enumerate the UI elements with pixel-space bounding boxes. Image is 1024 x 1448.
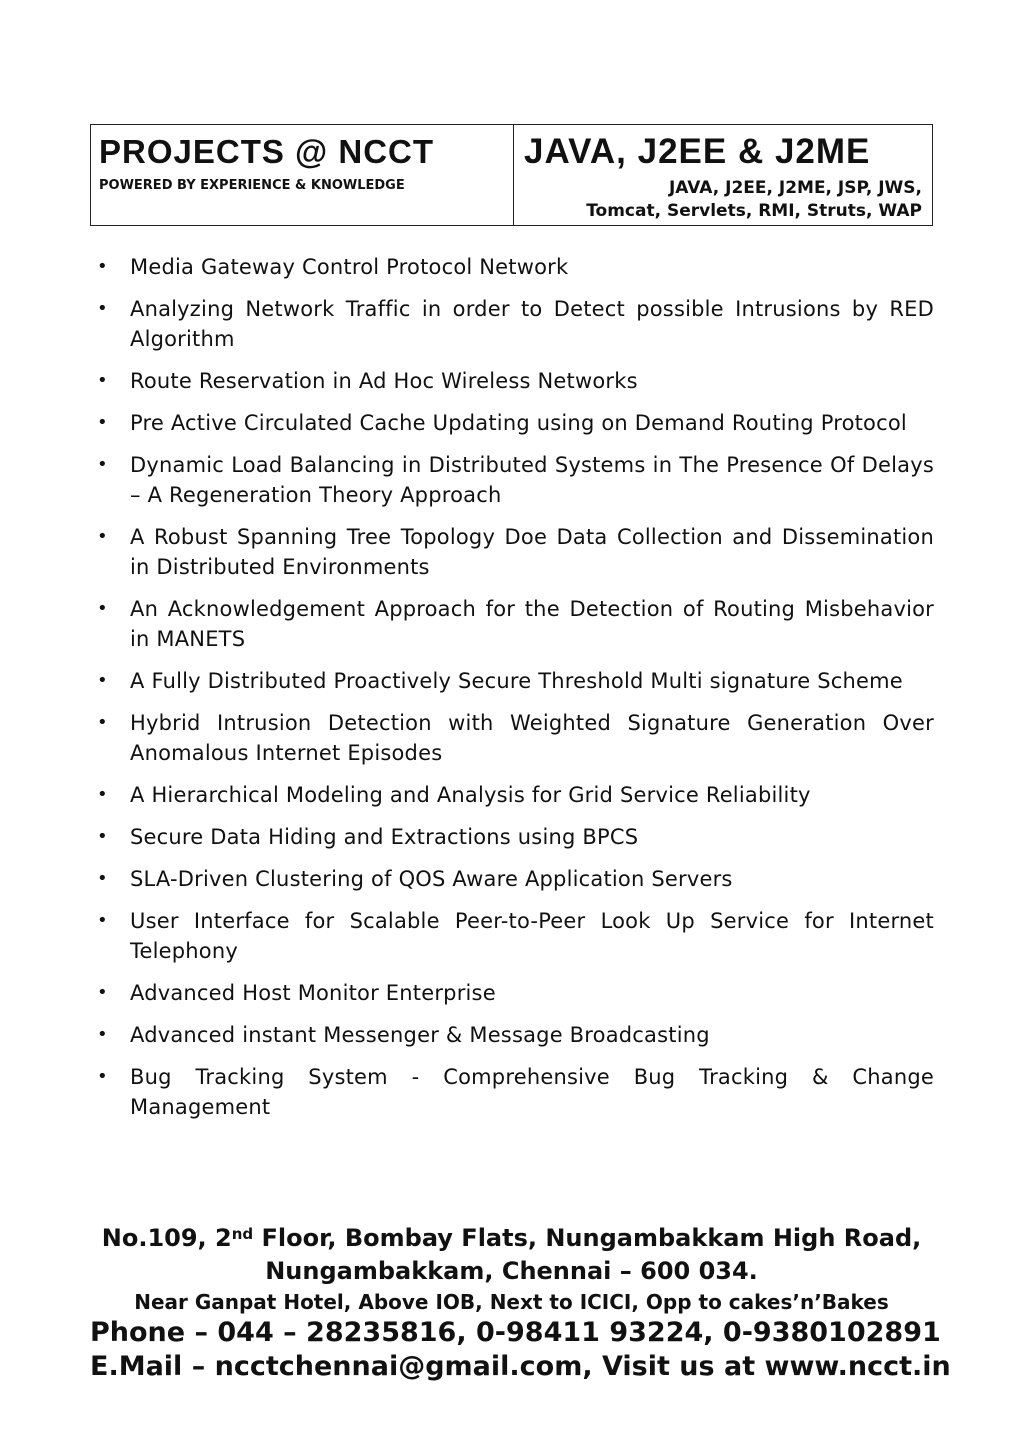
project-item bbox=[97, 666, 934, 696]
address-landmarks: Near Ganpat Hotel, Above IOB, Next to ICICI, Opp to cakes’n’Bakes bbox=[134, 1290, 889, 1314]
address-prefix: No.109, 2 bbox=[101, 1224, 232, 1252]
brand-cell bbox=[91, 125, 514, 225]
header-box bbox=[90, 124, 933, 226]
project-item bbox=[97, 450, 934, 510]
project-title: Analyzing Network Traffic in order to Detect possible Intrusions by RED Algorithm bbox=[130, 297, 934, 351]
bullet-icon: • bbox=[97, 784, 108, 805]
topic-subtitle-line2: Tomcat, Servlets, RMI, Struts, WAP bbox=[586, 201, 922, 221]
project-title: An Acknowledgement Approach for the Detection of Routing Misbehavior in MANETS bbox=[130, 597, 934, 651]
project-title: A Hierarchical Modeling and Analysis for Grid Service Reliability bbox=[130, 783, 811, 807]
bullet-icon: • bbox=[97, 412, 108, 433]
bullet-icon: • bbox=[97, 298, 108, 319]
bullet-icon: • bbox=[97, 454, 108, 475]
bullet-icon: • bbox=[97, 598, 108, 619]
topic-title: JAVA, J2EE & J2ME bbox=[524, 132, 871, 171]
bullet-icon: • bbox=[97, 712, 108, 733]
bullet-icon: • bbox=[97, 982, 108, 1003]
project-title: Hybrid Intrusion Detection with Weighted Signature Generation Over Anomalous Internet Episodes bbox=[130, 711, 934, 765]
project-title: Bug Tracking System - Comprehensive Bug Tracking & Change Management bbox=[130, 1065, 934, 1119]
brand-title: PROJECTS @ NCCT bbox=[99, 133, 435, 170]
bullet-icon: • bbox=[97, 670, 108, 691]
bullet-icon: • bbox=[97, 910, 108, 931]
brand-tagline: POWERED BY EXPERIENCE & KNOWLEDGE bbox=[99, 178, 405, 193]
project-title: A Robust Spanning Tree Topology Doe Data Collection and Dissemination in Distributed Environments bbox=[130, 525, 934, 579]
contact-footer bbox=[90, 1222, 951, 1384]
project-item bbox=[97, 294, 934, 354]
project-item bbox=[97, 408, 934, 438]
project-item bbox=[97, 594, 934, 654]
bullet-icon: • bbox=[97, 1024, 108, 1045]
project-title: Advanced instant Messenger & Message Broadcasting bbox=[130, 1023, 710, 1047]
project-item bbox=[97, 366, 934, 396]
project-item bbox=[97, 522, 934, 582]
project-title: Dynamic Load Balancing in Distributed Systems in The Presence Of Delays – A Regeneration Theory Approach bbox=[130, 453, 934, 507]
project-item bbox=[97, 978, 934, 1008]
bullet-icon: • bbox=[97, 256, 108, 277]
bullet-icon: • bbox=[97, 1066, 108, 1087]
project-title: Media Gateway Control Protocol Network bbox=[130, 255, 569, 279]
phone-numbers: Phone – 044 – 28235816, 0-98411 93224, 0-9380102891 bbox=[90, 1317, 941, 1348]
project-title: Advanced Host Monitor Enterprise bbox=[130, 981, 496, 1005]
project-item bbox=[97, 822, 934, 852]
bullet-icon: • bbox=[97, 526, 108, 547]
address-ordinal-suffix: nd bbox=[231, 1225, 254, 1243]
project-title: User Interface for Scalable Peer-to-Peer Look Up Service for Internet Telephony bbox=[130, 909, 934, 963]
address-suffix: Floor, Bombay Flats, Nungambakkam High Road, bbox=[253, 1224, 922, 1252]
project-title: SLA-Driven Clustering of QOS Aware Application Servers bbox=[130, 867, 733, 891]
bullet-icon: • bbox=[97, 868, 108, 889]
project-item bbox=[97, 252, 934, 282]
project-title: Secure Data Hiding and Extractions using BPCS bbox=[130, 825, 639, 849]
address-line-2: Nungambakkam, Chennai – 600 034. bbox=[265, 1257, 758, 1285]
project-title: Route Reservation in Ad Hoc Wireless Networks bbox=[130, 369, 638, 393]
project-item bbox=[97, 780, 934, 810]
topic-subtitle-line1: JAVA, J2EE, J2ME, JSP, JWS, bbox=[668, 178, 922, 198]
project-title: Pre Active Circulated Cache Updating using on Demand Routing Protocol bbox=[130, 411, 907, 435]
project-item bbox=[97, 1020, 934, 1050]
email-and-website: E.Mail – ncctchennai@gmail.com, Visit us at www.ncct.in bbox=[90, 1351, 951, 1382]
address-line-1 bbox=[90, 1222, 933, 1255]
project-title: A Fully Distributed Proactively Secure Threshold Multi signature Scheme bbox=[130, 669, 903, 693]
bullet-icon: • bbox=[97, 826, 108, 847]
project-item bbox=[97, 906, 934, 966]
topic-subtitle bbox=[524, 177, 922, 223]
project-item bbox=[97, 1062, 934, 1122]
project-item bbox=[97, 864, 934, 894]
bullet-icon: • bbox=[97, 370, 108, 391]
topic-cell bbox=[514, 125, 932, 225]
project-list bbox=[97, 252, 934, 1134]
project-item bbox=[97, 708, 934, 768]
